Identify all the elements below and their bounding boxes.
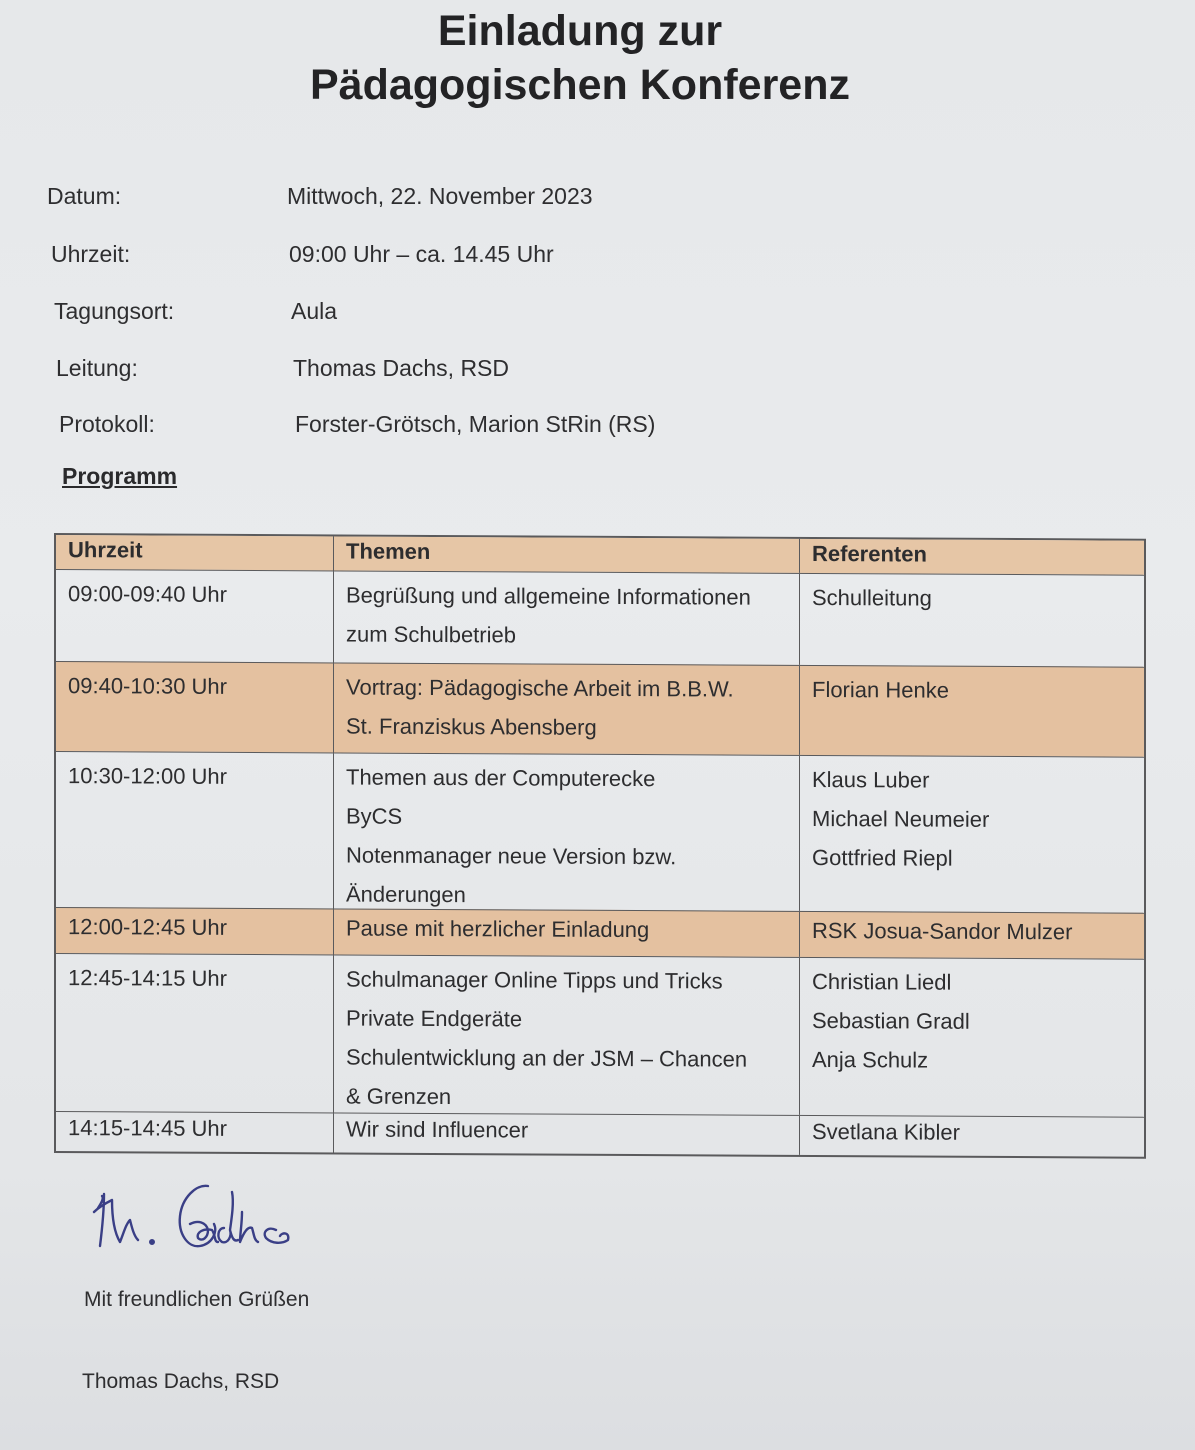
- time-cell: 09:40-10:30 Uhr: [56, 662, 334, 752]
- meta-value-venue: Aula: [291, 298, 338, 324]
- speaker-name: Gottfried Riepl: [812, 844, 953, 871]
- meta-row-venue: [0, 296, 1195, 326]
- meta-label-minutes: Protokoll:: [59, 411, 155, 437]
- table-row: [56, 1111, 1144, 1157]
- speaker-name: Sebastian Gradl: [812, 1007, 970, 1034]
- topics-cell: [334, 753, 800, 910]
- speaker-name: Svetlana Kibler: [812, 1118, 960, 1145]
- time-cell: 12:45-14:15 Uhr: [56, 954, 334, 1112]
- meta-row-date: [0, 181, 1195, 211]
- meta-label-venue: Tagungsort:: [54, 298, 175, 324]
- topics-cell: [334, 955, 800, 1114]
- topic-line: Wir sind Influencer: [346, 1116, 529, 1143]
- meta-label-lead: Leitung:: [56, 355, 138, 381]
- table-row: [56, 661, 1144, 757]
- closing-greeting: Mit freundlichen Grüßen: [84, 1288, 310, 1311]
- topic-line: Begrüßung und allgemeine Informationen: [346, 582, 751, 610]
- speakers-cell: [800, 756, 1144, 913]
- topics-cell: [334, 571, 800, 664]
- topic-line: Themen aus der Computerecke: [346, 764, 656, 792]
- document-title: [0, 4, 1160, 112]
- topic-line: Pause mit herzlicher Einladung: [346, 915, 650, 943]
- time-cell: 14:15-14:45 Uhr: [56, 1112, 334, 1152]
- topic-line: Schulentwicklung an der JSM – Chancen: [346, 1044, 748, 1072]
- speakers-cell: [800, 1116, 1144, 1157]
- meta-value-minutes: Forster-Grötsch, Marion StRin (RS): [295, 411, 656, 437]
- topics-cell: [334, 663, 800, 754]
- topic-line: Vortrag: Pädagogische Arbeit im B.B.W.: [346, 674, 734, 702]
- time-cell: 10:30-12:00 Uhr: [56, 752, 334, 908]
- topics-cell: [334, 1113, 800, 1154]
- speaker-name: Michael Neumeier: [812, 805, 990, 832]
- speaker-name: Klaus Luber: [812, 766, 930, 793]
- topic-line: zum Schulbetrieb: [346, 621, 516, 648]
- meta-value-lead: Thomas Dachs, RSD: [293, 355, 510, 381]
- topic-line: St. Franziskus Abensberg: [346, 713, 597, 740]
- speaker-name: Florian Henke: [812, 676, 949, 703]
- time-cell: 09:00-09:40 Uhr: [56, 570, 334, 662]
- handwritten-signature: [90, 1172, 310, 1262]
- title-line-1: Einladung zur: [437, 7, 723, 55]
- meta-label-time: Uhrzeit:: [51, 241, 131, 267]
- meta-row-minutes: [0, 409, 1195, 439]
- topics-cell: [334, 909, 800, 956]
- speaker-name: RSK Josua-Sandor Mulzer: [812, 917, 1073, 945]
- meta-row-lead: [0, 353, 1195, 383]
- time-cell: 12:00-12:45 Uhr: [56, 908, 334, 954]
- speaker-name: Christian Liedl: [812, 968, 952, 995]
- signer-name: Thomas Dachs, RSD: [82, 1370, 280, 1393]
- table-row: [56, 569, 1144, 667]
- speakers-cell: [800, 912, 1144, 959]
- topic-line: Schulmanager Online Tipps und Tricks: [346, 966, 723, 994]
- topic-line: & Grenzen: [346, 1083, 452, 1110]
- schedule-header-row: [56, 535, 1144, 575]
- speakers-cell: [800, 666, 1144, 757]
- speaker-name: Schulleitung: [812, 584, 932, 611]
- title-line-2: Pädagogischen Konferenz: [310, 61, 850, 109]
- program-heading: Programm: [62, 463, 178, 489]
- meta-value-time: 09:00 Uhr – ca. 14.45 Uhr: [289, 241, 554, 267]
- meta-value-date: Mittwoch, 22. November 2023: [287, 183, 593, 209]
- column-header-topics: Themen: [334, 536, 800, 572]
- column-header-time: Uhrzeit: [56, 535, 334, 570]
- speaker-name: Anja Schulz: [812, 1046, 929, 1073]
- topic-line: Notenmanager neue Version bzw.: [346, 842, 677, 870]
- speakers-cell: [800, 958, 1144, 1117]
- topic-line: Änderungen: [346, 881, 466, 908]
- speakers-cell: [800, 574, 1144, 667]
- table-row: [56, 953, 1144, 1117]
- schedule-table: [54, 533, 1146, 1159]
- topic-line: Private Endgeräte: [346, 1005, 523, 1032]
- topic-line: ByCS: [346, 803, 403, 829]
- table-row: [56, 907, 1144, 959]
- meta-row-time: [0, 239, 1195, 269]
- meta-label-date: Datum:: [47, 183, 122, 209]
- column-header-speakers: Referenten: [812, 540, 927, 567]
- table-row: [56, 751, 1144, 913]
